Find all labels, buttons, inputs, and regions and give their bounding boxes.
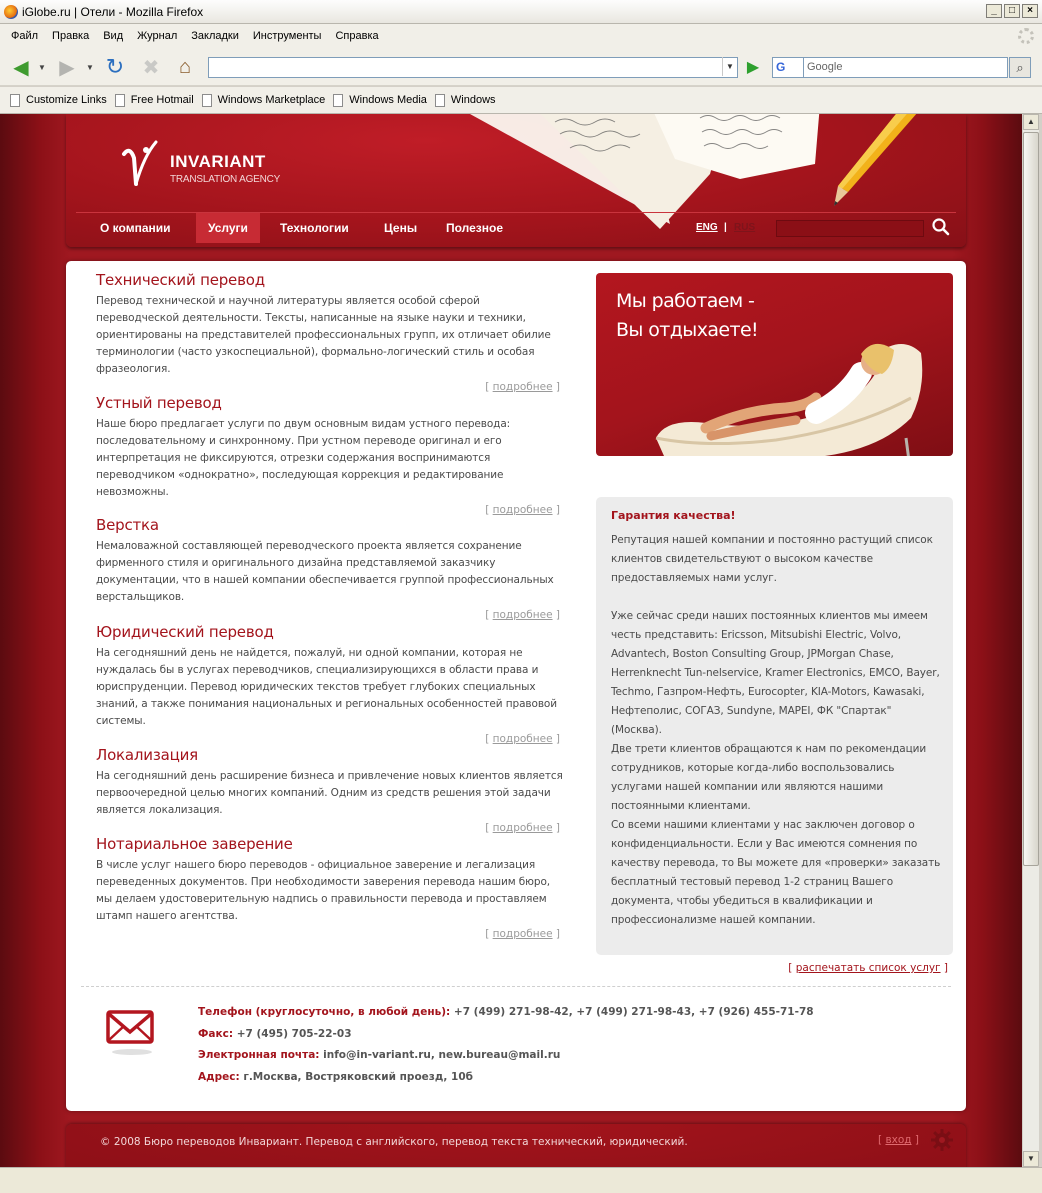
scroll-down-arrow-icon[interactable]: ▼ <box>1023 1151 1039 1167</box>
guarantee-paragraph-3: Две трети клиентов обращаются к нам по рекомендации сотрудников, которые когда-либо воспользовались услугами нашей компании или являются нашими постоянными клиентами. <box>611 743 927 812</box>
gear-icon[interactable] <box>930 1128 954 1152</box>
service-item-localization <box>96 746 566 835</box>
url-input[interactable] <box>208 57 738 78</box>
menu-help[interactable]: Справка <box>335 30 379 42</box>
bookmark-free-hotmail[interactable]: Free Hotmail <box>115 94 194 107</box>
service-text: Немаловажной составляющей переводческого проекта является сохранение фирменного стиля и оригинального дизайна представляемой заказчику документации, что в нашей компании обеспечивается группой профессиональных верстальщиков. <box>96 540 554 603</box>
guarantee-paragraph-1: Репутация нашей компании и постоянно растущий список клиентов свидетельствуют о высоком качестве предоставляемых нами услуг. <box>611 534 933 584</box>
contact-address: Адрес: г.Москва, Востряковский проезд, 10б <box>198 1070 473 1083</box>
more-link-wrapper: [ подробнее ] <box>485 504 560 516</box>
more-link[interactable]: подробнее <box>492 609 553 621</box>
more-link-wrapper: [ подробнее ] <box>485 381 560 393</box>
contact-phone: Телефон (круглосуточно, в любой день): +7 (499) 271-98-42, +7 (499) 271-98-43, +7 (926) 455-71-78 <box>198 1006 814 1018</box>
services-list <box>96 271 566 940</box>
window-titlebar <box>0 0 1042 24</box>
menubar <box>0 24 1042 48</box>
service-item-technical <box>96 271 566 394</box>
go-arrow-icon[interactable]: ▶ <box>746 59 760 76</box>
service-title[interactable]: Технический перевод <box>96 271 265 289</box>
firefox-icon <box>4 5 18 19</box>
service-item-legal <box>96 623 566 746</box>
lang-rus-link[interactable]: RUS <box>734 222 756 233</box>
service-item-notarial <box>96 835 566 940</box>
scroll-up-arrow-icon[interactable]: ▲ <box>1023 114 1039 130</box>
service-text: На сегодняшний день не найдется, пожалуй, ни одной компании, которая не нуждалась бы в услугах переводчиков, специализирующихся в области права и юриспруденции. Перевод юридических текстов требует глубоких специальных знаний, а также понимания национальных и региональных особенностей правовой системы. <box>96 647 557 727</box>
nav-technologies[interactable]: Технологии <box>280 221 349 235</box>
page-icon <box>202 94 212 107</box>
more-link[interactable]: подробнее <box>492 733 553 745</box>
more-link[interactable]: подробнее <box>492 381 553 393</box>
more-link-wrapper: [ подробнее ] <box>485 609 560 621</box>
service-item-interpreting <box>96 394 566 516</box>
more-link-wrapper: [ подробнее ] <box>485 822 560 834</box>
menu-view[interactable]: Вид <box>103 30 124 42</box>
stop-icon[interactable]: ✖ <box>142 56 160 79</box>
promo-text: Мы работаем - Вы отдыхаете! <box>616 290 759 341</box>
window-title: iGlobe.ru | Отели - Mozilla Firefox <box>22 4 204 19</box>
bookmark-windows[interactable]: Windows <box>435 94 496 107</box>
service-text: В числе услуг нашего бюро переводов - официальное заверение и легализация переведенных документов. При необходимости заверения перевода нашим бюро, мы делаем удостоверительную надпись о правильности перевода и проставляем штамп нашего агентства. <box>96 859 551 922</box>
more-link-wrapper: [ подробнее ] <box>485 928 560 940</box>
email-link[interactable]: info@in-variant.ru, new.bureau@mail.ru <box>323 1049 561 1061</box>
back-dropdown-icon[interactable]: ▼ <box>38 62 46 72</box>
service-title[interactable]: Верстка <box>96 516 159 534</box>
nav-useful[interactable]: Полезное <box>446 221 504 235</box>
more-link-wrapper: [ подробнее ] <box>485 733 560 745</box>
pencil-illustration <box>826 114 926 214</box>
menu-tools[interactable]: Инструменты <box>252 30 322 42</box>
service-text: Перевод технической и научной литературы является особой сферой переводческой деятельности. Тексты, написанные на языке науки и техники, ориентированы на представителей профессиональных групп, их отличает обилие терминологии (часто узкоспециальной), формально-логический стиль и особая фразеология. <box>96 295 551 375</box>
forward-arrow-icon[interactable]: ▶ <box>59 56 75 79</box>
maximize-button[interactable]: □ <box>1004 4 1020 18</box>
promo-banner[interactable] <box>596 273 953 456</box>
envelope-icon <box>106 1006 158 1058</box>
close-button[interactable]: × <box>1022 4 1038 18</box>
service-item-layout <box>96 516 566 623</box>
service-title[interactable]: Юридический перевод <box>96 623 274 641</box>
vertical-scrollbar[interactable] <box>1022 114 1039 1167</box>
url-dropdown-icon[interactable]: ▼ <box>722 57 737 76</box>
forward-dropdown-icon[interactable]: ▼ <box>86 62 94 72</box>
reload-icon[interactable]: ↻ <box>105 54 125 79</box>
logo-subtitle: TRANSLATION AGENCY <box>170 174 281 185</box>
status-bar <box>0 1167 1042 1193</box>
main-content-panel <box>66 261 966 1111</box>
page-icon <box>115 94 125 107</box>
logo-name: INVARIANT <box>170 152 266 171</box>
service-text: Наше бюро предлагает услуги по двум основным видам устного перевода: последовательному и синхронному. При устном переводе оригинал и его интерпретация не фиксируются, отрезки содержания воспринимаются переводчиком «однократно», последующая коррекция и редактирование невозможны. <box>96 418 511 498</box>
contacts-divider <box>81 986 951 987</box>
menu-edit[interactable]: Правка <box>52 30 90 42</box>
page-icon <box>435 94 445 107</box>
search-engine-selector[interactable]: G <box>772 57 804 78</box>
bookmark-windows-marketplace[interactable]: Windows Marketplace <box>202 94 326 107</box>
web-search-input[interactable]: Google <box>804 57 1008 78</box>
bookmark-windows-media[interactable]: Windows Media <box>333 94 427 107</box>
back-arrow-icon[interactable]: ◀ <box>13 56 29 79</box>
service-title[interactable]: Устный перевод <box>96 394 222 412</box>
site-header <box>66 114 966 247</box>
invariant-logo-icon[interactable] <box>116 136 166 191</box>
nav-prices[interactable]: Цены <box>384 221 418 235</box>
more-link[interactable]: подробнее <box>492 928 553 940</box>
quality-guarantee-box <box>596 497 953 955</box>
lang-separator: | <box>724 222 727 233</box>
scroll-thumb[interactable] <box>1023 132 1039 866</box>
search-icon[interactable] <box>931 216 951 238</box>
service-text: На сегодняшний день расширение бизнеса и привлечение новых клиентов является первоочередной целью многих компаний. Одним из средств решения этой задачи является локализация. <box>96 770 563 816</box>
contact-fax: Факс: +7 (495) 705-22-03 <box>198 1027 352 1040</box>
page-icon <box>333 94 343 107</box>
site-search-input[interactable] <box>776 220 924 237</box>
more-link[interactable]: подробнее <box>492 504 553 516</box>
print-services-link[interactable]: распечатать список услуг <box>795 962 941 974</box>
contact-email: Электронная почта: info@in-variant.ru, new.bureau@mail.ru <box>198 1049 561 1061</box>
page-viewport <box>0 114 1022 1167</box>
site-footer <box>66 1124 966 1167</box>
menu-bookmarks[interactable]: Закладки <box>191 30 239 42</box>
contacts-block <box>198 1002 918 1088</box>
menu-file[interactable]: Файл <box>11 30 39 42</box>
guarantee-title: Гарантия качества! <box>611 509 736 522</box>
copyright-text: © 2008 Бюро переводов Инвариант. Перевод с английского, перевод текста технический, юридический. <box>100 1136 688 1148</box>
magnifier-icon[interactable]: ⌕ <box>1009 57 1031 78</box>
login-link-wrapper: [ вход ] <box>878 1134 919 1146</box>
menu-history[interactable]: Журнал <box>137 30 178 42</box>
nav-services[interactable]: Услуги <box>196 213 260 243</box>
throbber-icon <box>1018 28 1034 44</box>
nav-about[interactable]: О компании <box>100 221 171 235</box>
guarantee-paragraph-2: Уже сейчас среди наших постоянных клиентов мы имеем честь представить: Ericsson, Mitsubishi Electric, Volvo, Advantech, Boston Consulting Group, JPMorgan Chase, Herrenknecht Tun-nelservice, Kramer Electronics, EMCO, Bayer, Techmo, Газпром-Нефть, Eurocopter, KIA-Motors, Kawasaki, Нефтеполис, СОГАЗ, Sundyne, MAPEI, ФК "Спартак" (Москва). <box>611 610 940 736</box>
more-link[interactable]: подробнее <box>492 822 553 834</box>
login-link[interactable]: вход <box>885 1134 912 1146</box>
woman-on-lounger-illustration <box>646 328 953 456</box>
home-icon[interactable]: ⌂ <box>178 55 192 78</box>
minimize-button[interactable]: _ <box>986 4 1002 18</box>
bookmarks-toolbar <box>0 87 1042 114</box>
guarantee-paragraph-4: Со всеми нашими клиентами у нас заключен договор о конфиденциальности. Если у Вас имеются сомнения по качеству перевода, то Вы можете для «проверки» заказать бесплатный тестовый перевод 1-2 страниц Вашего документа, чтобы убедиться в квалификации и профессионализме нашей компании. <box>611 819 941 926</box>
print-services-link-wrapper: [ распечатать список услуг ] <box>788 962 948 974</box>
service-title[interactable]: Локализация <box>96 746 198 764</box>
service-title[interactable]: Нотариальное заверение <box>96 835 293 853</box>
bookmark-customize-links[interactable]: Customize Links <box>10 94 107 107</box>
page-icon <box>10 94 20 107</box>
navigation-toolbar <box>0 48 1042 86</box>
main-nav <box>76 212 956 245</box>
lang-eng-link[interactable]: ENG <box>696 222 718 233</box>
